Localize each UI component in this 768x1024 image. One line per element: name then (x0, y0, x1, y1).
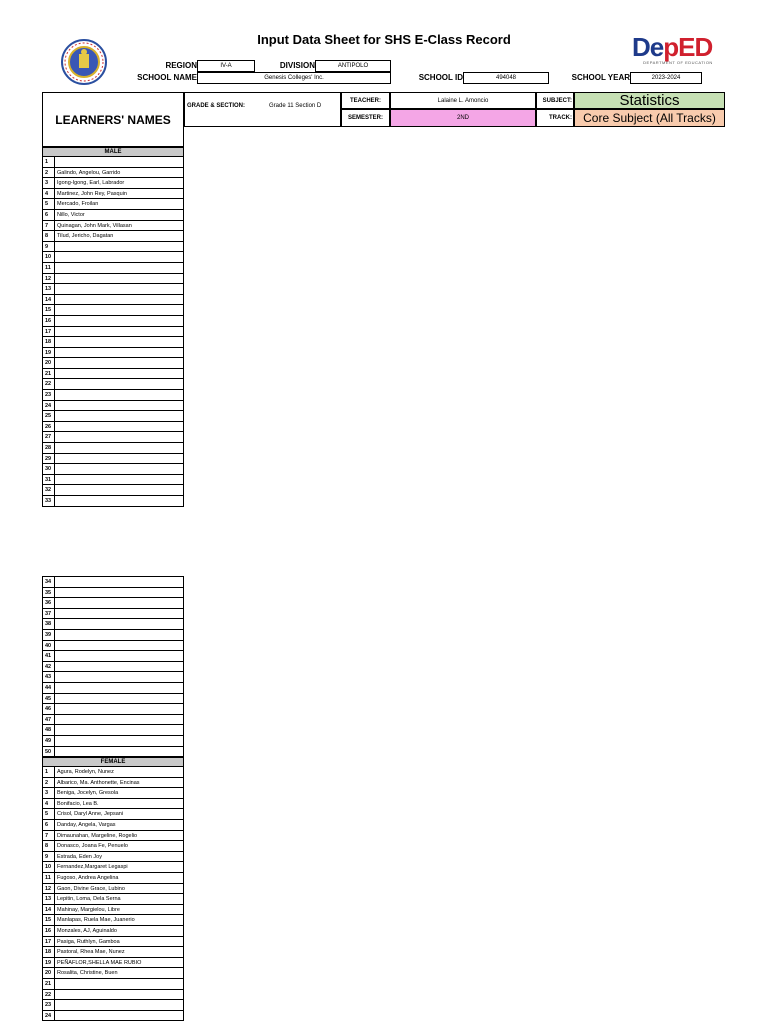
learner-name-cell[interactable] (55, 337, 184, 347)
learner-name-cell[interactable] (55, 369, 184, 379)
grade-section-box (184, 92, 341, 127)
row-number: 6 (42, 210, 55, 220)
region-label: REGION (165, 61, 197, 70)
learner-name-cell[interactable] (55, 588, 184, 598)
row-number: 36 (42, 598, 55, 608)
learner-name-cell[interactable]: Donasco, Joana Fe, Penuelo (55, 841, 184, 851)
table-row (42, 788, 184, 799)
deped-seal-icon (57, 38, 111, 86)
row-number: 11 (42, 263, 55, 273)
table-row (42, 979, 184, 990)
row-number: 40 (42, 641, 55, 651)
row-number: 23 (42, 1000, 55, 1010)
row-number: 7 (42, 221, 55, 231)
learner-name-cell[interactable] (55, 694, 184, 704)
school-id-label: SCHOOL ID (418, 73, 463, 82)
learner-name-cell[interactable] (55, 358, 184, 368)
row-number: 15 (42, 305, 55, 315)
table-row (42, 221, 184, 232)
table-row (42, 609, 184, 620)
learner-name-cell[interactable] (55, 348, 184, 358)
table-row (42, 747, 184, 758)
learner-name-cell[interactable]: Martinez, John Rey, Pasquin (55, 189, 184, 199)
learner-name-cell[interactable] (55, 630, 184, 640)
subject-field[interactable]: Statistics (574, 92, 725, 109)
learner-name-cell[interactable] (55, 683, 184, 693)
learner-name-cell[interactable] (55, 274, 184, 284)
learner-name-cell[interactable] (55, 651, 184, 661)
row-number: 15 (42, 915, 55, 925)
learner-name-cell[interactable] (55, 672, 184, 682)
learner-name-cell[interactable]: Beniga, Jocelyn, Gresola (55, 788, 184, 798)
learner-name-cell[interactable] (55, 443, 184, 453)
table-row (42, 630, 184, 641)
table-row (42, 443, 184, 454)
learner-name-cell[interactable] (55, 305, 184, 315)
learner-name-cell[interactable] (55, 379, 184, 389)
table-row (42, 598, 184, 609)
teacher-field[interactable]: Lalaine L. Amoncio (390, 92, 536, 109)
deped-logo: DepED DEPARTMENT OF EDUCATION (632, 34, 724, 70)
table-row (42, 168, 184, 179)
table-row (42, 852, 184, 863)
learner-name-cell[interactable] (55, 454, 184, 464)
table-row (42, 252, 184, 263)
row-number: 24 (42, 1011, 55, 1021)
learner-name-cell[interactable] (55, 725, 184, 735)
row-number: 16 (42, 316, 55, 326)
row-number: 41 (42, 651, 55, 661)
learner-name-cell[interactable] (55, 242, 184, 252)
row-number: 9 (42, 242, 55, 252)
learner-name-cell[interactable] (55, 263, 184, 273)
division-label: DIVISION (279, 61, 315, 70)
school-id-field[interactable]: 494048 (463, 72, 549, 84)
row-number: 5 (42, 199, 55, 209)
learner-name-cell[interactable] (55, 475, 184, 485)
table-row (42, 862, 184, 873)
school-year-label: SCHOOL YEAR (571, 73, 630, 82)
learner-name-cell[interactable]: Albarico, Ma. Anthonette, Encinas (55, 778, 184, 788)
row-number: 21 (42, 979, 55, 989)
row-number: 13 (42, 284, 55, 294)
row-number: 38 (42, 619, 55, 629)
learner-name-cell[interactable]: Quinagan, John Mark, Villasan (55, 221, 184, 231)
table-row (42, 937, 184, 948)
row-number: 32 (42, 485, 55, 495)
table-row (42, 694, 184, 705)
learner-name-cell[interactable]: Dimaunahan, Margeline, Rogelio (55, 831, 184, 841)
learner-name-cell[interactable]: Igong-Igong, Earl, Labrador (55, 178, 184, 188)
row-number: 23 (42, 390, 55, 400)
teacher-label: TEACHER: (341, 92, 390, 109)
row-number: 22 (42, 379, 55, 389)
row-number: 4 (42, 189, 55, 199)
learner-name-cell[interactable]: Crisol, Daryl Anne, Jepsani (55, 809, 184, 819)
school-name-field[interactable]: Genesis Colleges' Inc. (197, 72, 391, 84)
table-row (42, 454, 184, 465)
table-row (42, 641, 184, 652)
learners-names-header: LEARNERS' NAMES (42, 92, 184, 147)
learner-name-cell[interactable] (55, 390, 184, 400)
learner-name-cell[interactable] (55, 641, 184, 651)
table-row (42, 947, 184, 958)
table-row (42, 873, 184, 884)
row-number: 16 (42, 926, 55, 936)
row-number: 20 (42, 968, 55, 978)
table-row (42, 683, 184, 694)
learner-name-cell[interactable] (55, 327, 184, 337)
learner-name-cell[interactable]: Manlapas, Ruela Mae, Juanerio (55, 915, 184, 925)
row-number: 25 (42, 411, 55, 421)
table-row (42, 316, 184, 327)
learner-name-cell[interactable] (55, 401, 184, 411)
row-number: 35 (42, 588, 55, 598)
table-row (42, 327, 184, 338)
row-number: 13 (42, 894, 55, 904)
table-row (42, 284, 184, 295)
row-number: 21 (42, 369, 55, 379)
table-row (42, 337, 184, 348)
row-number: 1 (42, 767, 55, 777)
row-number: 11 (42, 873, 55, 883)
row-number: 49 (42, 736, 55, 746)
row-number: 17 (42, 327, 55, 337)
table-row (42, 841, 184, 852)
table-row (42, 672, 184, 683)
learner-name-cell[interactable] (55, 990, 184, 1000)
learner-name-cell[interactable] (55, 411, 184, 421)
row-number: 19 (42, 958, 55, 968)
row-number: 45 (42, 694, 55, 704)
row-number: 26 (42, 422, 55, 432)
table-row (42, 725, 184, 736)
page-title: Input Data Sheet for SHS E-Class Record (257, 32, 511, 47)
learner-name-cell[interactable] (55, 747, 184, 757)
learner-name-cell[interactable]: Estrada, Eden Joy (55, 852, 184, 862)
table-row (42, 305, 184, 316)
learner-name-cell[interactable]: Bonifacio, Lea B. (55, 799, 184, 809)
learner-name-cell[interactable]: Pastoral, Rhea Mae, Nunez (55, 947, 184, 957)
table-row (42, 369, 184, 380)
track-label: TRACK: (536, 109, 574, 127)
learner-name-cell[interactable]: Nillo, Victor (55, 210, 184, 220)
learner-name-cell[interactable] (55, 157, 184, 167)
table-row (42, 799, 184, 810)
row-number: 12 (42, 884, 55, 894)
table-row (42, 157, 184, 168)
table-row (42, 348, 184, 359)
table-row (42, 422, 184, 433)
table-row (42, 778, 184, 789)
row-number: 50 (42, 747, 55, 757)
male-section-header: MALE (42, 147, 184, 157)
learner-name-cell[interactable] (55, 619, 184, 629)
row-number: 10 (42, 862, 55, 872)
table-row (42, 274, 184, 285)
row-number: 8 (42, 231, 55, 241)
table-row (42, 968, 184, 979)
table-row (42, 831, 184, 842)
grade-section-label: GRADE & SECTION: (187, 103, 246, 109)
table-row (42, 926, 184, 937)
learner-name-cell[interactable] (55, 662, 184, 672)
learner-name-cell[interactable] (55, 577, 184, 587)
row-number: 39 (42, 630, 55, 640)
semester-field[interactable]: 2ND (390, 109, 536, 127)
row-number: 18 (42, 947, 55, 957)
table-row (42, 662, 184, 673)
table-row (42, 905, 184, 916)
semester-label: SEMESTER: (341, 109, 390, 127)
learner-name-cell[interactable]: Fernandez,Margaret Legaspi (55, 862, 184, 872)
table-row (42, 704, 184, 715)
row-number: 31 (42, 475, 55, 485)
row-number: 3 (42, 178, 55, 188)
table-row (42, 199, 184, 210)
row-number: 17 (42, 937, 55, 947)
table-row (42, 915, 184, 926)
row-number: 43 (42, 672, 55, 682)
table-row (42, 231, 184, 242)
learner-name-cell[interactable] (55, 295, 184, 305)
learner-name-cell[interactable]: PEÑAFLOR,SHELLA MAE RUBIO (55, 958, 184, 968)
table-row (42, 401, 184, 412)
table-row (42, 820, 184, 831)
table-row (42, 379, 184, 390)
learner-name-cell[interactable]: Rosalita, Christine, Buen (55, 968, 184, 978)
table-row (42, 958, 184, 969)
table-row (42, 295, 184, 306)
learner-name-cell[interactable] (55, 252, 184, 262)
table-row (42, 210, 184, 221)
table-row (42, 588, 184, 599)
learner-name-cell[interactable] (55, 736, 184, 746)
table-row (42, 189, 184, 200)
table-row (42, 577, 184, 588)
table-row (42, 894, 184, 905)
learner-name-cell[interactable] (55, 1011, 184, 1021)
learner-name-cell[interactable]: Lepitin, Loma, Dela Serna (55, 894, 184, 904)
row-number: 9 (42, 852, 55, 862)
learner-name-cell[interactable]: Galindo, Angelou, Garrido (55, 168, 184, 178)
learner-name-cell[interactable]: Fugoso, Andrea Angelina (55, 873, 184, 883)
row-number: 19 (42, 348, 55, 358)
table-row (42, 485, 184, 496)
male-table-continued (42, 576, 184, 1021)
row-number: 14 (42, 905, 55, 915)
table-row (42, 263, 184, 274)
row-number: 5 (42, 809, 55, 819)
row-number: 37 (42, 609, 55, 619)
table-row (42, 178, 184, 189)
table-row (42, 358, 184, 369)
row-number: 48 (42, 725, 55, 735)
table-row (42, 884, 184, 895)
learner-name-cell[interactable] (55, 432, 184, 442)
division-field[interactable]: ANTIPOLO (315, 60, 391, 72)
table-row (42, 767, 184, 778)
learner-name-cell[interactable]: Mercado, Froilan (55, 199, 184, 209)
learner-name-cell[interactable] (55, 609, 184, 619)
table-row (42, 619, 184, 630)
row-number: 7 (42, 831, 55, 841)
table-row (42, 496, 184, 507)
row-number: 14 (42, 295, 55, 305)
region-field[interactable]: IV-A (197, 60, 255, 72)
learner-name-cell[interactable] (55, 485, 184, 495)
learner-name-cell[interactable] (55, 422, 184, 432)
table-row (42, 736, 184, 747)
row-number: 44 (42, 683, 55, 693)
male-table (42, 147, 184, 507)
learner-name-cell[interactable] (55, 979, 184, 989)
learner-name-cell[interactable]: Danday, Angela, Vargas (55, 820, 184, 830)
row-number: 28 (42, 443, 55, 453)
table-row (42, 715, 184, 726)
row-number: 42 (42, 662, 55, 672)
learner-name-cell[interactable] (55, 284, 184, 294)
learner-name-cell[interactable] (55, 704, 184, 714)
grade-section-value[interactable]: Grade 11 Section D (269, 103, 322, 109)
row-number: 2 (42, 168, 55, 178)
row-number: 1 (42, 157, 55, 167)
learner-name-cell[interactable] (55, 1000, 184, 1010)
table-row (42, 990, 184, 1001)
row-number: 18 (42, 337, 55, 347)
row-number: 29 (42, 454, 55, 464)
learner-name-cell[interactable]: Gaon, Divine Grace, Lubino (55, 884, 184, 894)
row-number: 34 (42, 577, 55, 587)
row-number: 4 (42, 799, 55, 809)
row-number: 12 (42, 274, 55, 284)
learner-name-cell[interactable] (55, 496, 184, 506)
school-name-label: SCHOOL NAME (137, 73, 197, 82)
subject-label: SUBJECT: (536, 92, 574, 109)
row-number: 30 (42, 464, 55, 474)
row-number: 46 (42, 704, 55, 714)
row-number: 10 (42, 252, 55, 262)
row-number: 47 (42, 715, 55, 725)
table-row (42, 411, 184, 422)
learner-name-cell[interactable]: Pasiga, Ruthlyn, Gamboa (55, 937, 184, 947)
table-row (42, 475, 184, 486)
row-number: 3 (42, 788, 55, 798)
learner-name-cell[interactable] (55, 598, 184, 608)
table-row (42, 242, 184, 253)
table-row (42, 1011, 184, 1022)
learner-name-cell[interactable]: Monzales, AJ, Aguinaldo (55, 926, 184, 936)
table-row (42, 651, 184, 662)
learner-name-cell[interactable] (55, 715, 184, 725)
learner-name-cell[interactable]: Agura, Rodelyn, Nunez (55, 767, 184, 777)
row-number: 20 (42, 358, 55, 368)
track-field[interactable]: Core Subject (All Tracks) (574, 109, 725, 127)
row-number: 27 (42, 432, 55, 442)
row-number: 6 (42, 820, 55, 830)
female-section-header: FEMALE (42, 757, 184, 767)
learner-name-cell[interactable] (55, 464, 184, 474)
row-number: 24 (42, 401, 55, 411)
table-row (42, 809, 184, 820)
row-number: 8 (42, 841, 55, 851)
table-row (42, 432, 184, 443)
table-row (42, 464, 184, 475)
table-row (42, 1000, 184, 1011)
school-year-field[interactable]: 2023-2024 (630, 72, 702, 84)
learner-name-cell[interactable]: Tilud, Jericho, Dagatan (55, 231, 184, 241)
row-number: 2 (42, 778, 55, 788)
row-number: 33 (42, 496, 55, 506)
learner-name-cell[interactable]: Mahinay, Margielou, Libre (55, 905, 184, 915)
table-row (42, 390, 184, 401)
learner-name-cell[interactable] (55, 316, 184, 326)
row-number: 22 (42, 990, 55, 1000)
deped-subtext: DEPARTMENT OF EDUCATION (643, 60, 713, 65)
